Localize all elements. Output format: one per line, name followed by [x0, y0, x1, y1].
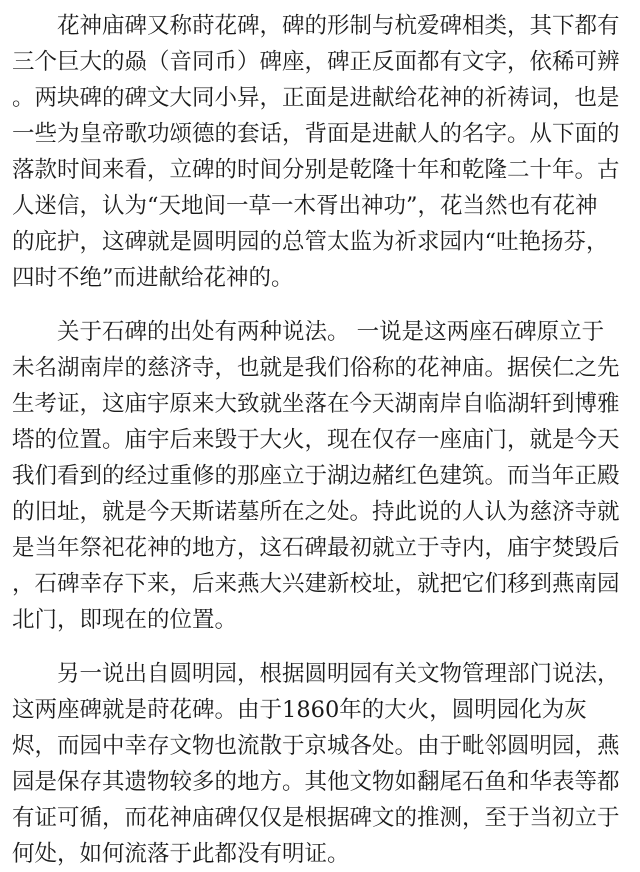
text-line: 一些为皇帝歌功颂德的套话，背面是进献人的名字。从下面的 [12, 121, 620, 147]
paragraph-2 [12, 314, 630, 638]
text-line: 关于石碑的出处有两种说法。 一说是这两座石碑原立于 [57, 319, 605, 345]
text-line: 烬，而园中幸存文物也流散于京城各处。由于毗邻圆明园，燕 [12, 733, 620, 759]
text-line: 花神庙碑又称莳花碑，碑的形制与杭爱碑相类，其下都有 [57, 13, 620, 39]
text-line: 园是保存其遗物较多的地方。其他文物如翻尾石鱼和华表等都 [12, 769, 620, 795]
text-line: 四时不绝”而进献给花神的。 [12, 265, 294, 291]
text-line: 是当年祭祀花神的地方，这石碑最初就立于寺内，庙宇焚毁后 [12, 535, 620, 561]
text-line: 三个巨大的赑（音同币）碑座，碑正反面都有文字，依稀可辨 [12, 49, 620, 75]
text-line: 有证可循，而花神庙碑仅仅是根据碑文的推测，至于当初立于 [12, 805, 620, 831]
text-line: 我们看到的经过重修的那座立于湖边赭红色建筑。而当年正殿 [12, 463, 620, 489]
text-line: 人迷信，认为“天地间一草一木胥出神功”，花当然也有花神 [12, 193, 598, 219]
paragraph-1 [12, 8, 630, 296]
text-line: 另一说出自圆明园，根据圆明园有关文物管理部门说法， [57, 661, 620, 687]
text-line: 这两座碑就是莳花碑。由于1860年的大火，圆明园化为灰 [12, 697, 587, 723]
text-line: ，石碑幸存下来，后来燕大兴建新校址，就把它们移到燕南园 [12, 571, 620, 597]
text-line: 落款时间来看，立碑的时间分别是乾隆十年和乾隆二十年。古 [12, 157, 620, 183]
paragraph-3 [12, 656, 630, 872]
text-line: 的庇护，这碑就是圆明园的总管太监为祈求园内“吐艳扬芬， [12, 229, 609, 255]
text-line: 未名湖南岸的慈济寺，也就是我们俗称的花神庙。据侯仁之先 [12, 355, 620, 381]
text-line: 。两块碑的碑文大同小异，正面是进献给花神的祈祷词，也是 [12, 85, 620, 111]
text-line: 何处，如何流落于此都没有明证。 [12, 841, 350, 867]
text-line: 的旧址，就是今天斯诺墓所在之处。持此说的人认为慈济寺就 [12, 499, 620, 525]
text-line: 生考证，这庙宇原来大致就坐落在今天湖南岸自临湖轩到博雅 [12, 391, 620, 417]
text-line: 塔的位置。庙宇后来毁于大火，现在仅存一座庙门，就是今天 [12, 427, 620, 453]
text-line: 北门，即现在的位置。 [12, 607, 238, 633]
